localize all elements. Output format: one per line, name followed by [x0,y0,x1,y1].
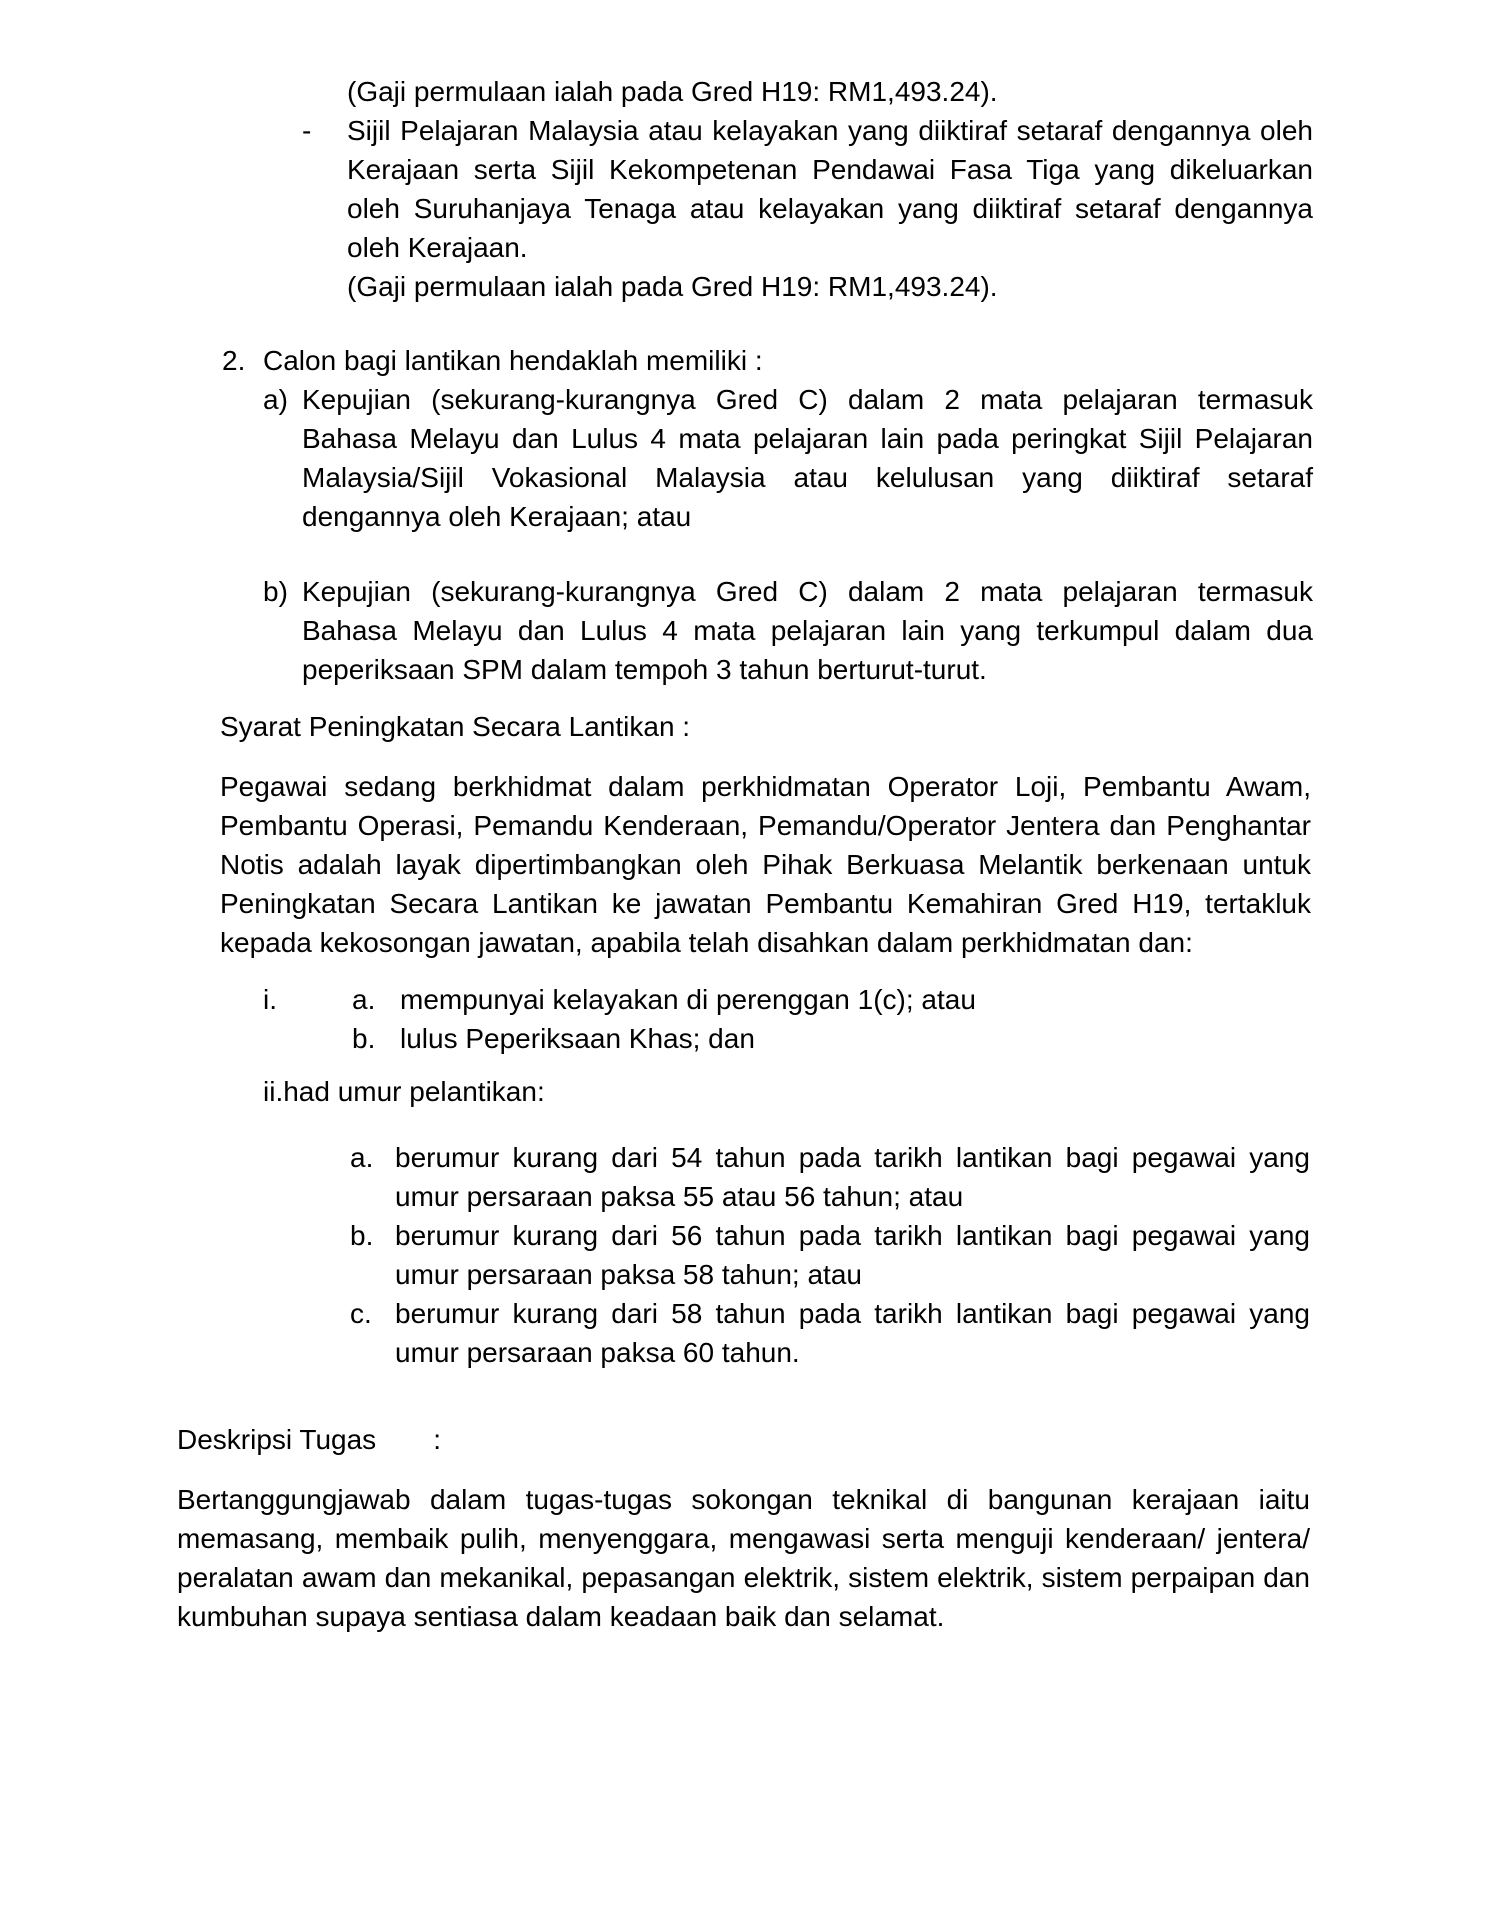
roman-i-marker: i. [263,984,277,1015]
list-item-a [263,380,1313,536]
paragraph-deskripsi: Bertanggungjawab dalam tugas-tugas sokongan teknikal di bangunan kerajaan iaitu memasang, membaik pulih, menyenggara, mengawasi serta menguji kenderaan/ jentera/ peralatan awam dan mekanikal, pepasangan elektrik, sistem elektrik, sistem perpaipan dan kumbuhan supaya sentiasa dalam keadaan baik dan selamat. [177,1484,1310,1632]
section-heading-deskripsi [177,1420,1310,1459]
dash-list-item [302,111,1313,267]
age-item-b-text: berumur kurang dari 56 tahun pada tarikh lantikan bagi pegawai yang umur persaraan paksa 58 tahun; atau [395,1220,1310,1290]
age-item-a-marker: a. [350,1142,374,1173]
list-item-roman-ii: ii.had umur pelantikan: [263,1076,545,1107]
age-item-a [350,1138,1310,1216]
list-item-a-marker: a) [263,384,288,415]
section-heading-syarat: Syarat Peningkatan Secara Lantikan : [220,711,691,742]
list-item-b-marker: b) [263,576,288,607]
list-item-a-text: Kepujian (sekurang-kurangnya Gred C) dalam 2 mata pelajaran termasuk Bahasa Melayu dan Lulus 4 mata pelajaran lain pada peringkat Sijil Pelajaran Malaysia/Sijil Vokasional Malaysia atau kelulusan yang diiktiraf setaraf dengannya oleh Kerajaan; atau [302,384,1313,532]
list-item-b-text: Kepujian (sekurang-kurangnya Gred C) dalam 2 mata pelajaran termasuk Bahasa Melayu dan Lulus 4 mata pelajaran lain yang terkumpul dalam dua peperiksaan SPM dalam tempoh 3 tahun berturut-turut. [302,576,1313,685]
list-item-roman-i [263,980,1313,1058]
numbered-item-2-heading: Calon bagi lantikan hendaklah memiliki : [263,345,763,376]
age-item-a-text: berumur kurang dari 54 tahun pada tarikh lantikan bagi pegawai yang umur persaraan paksa 55 atau 56 tahun; atau [395,1142,1310,1212]
salary-note-top: (Gaji permulaan ialah pada Gred H19: RM1,493.24). [347,76,998,107]
age-limit-list [0,1138,1488,1372]
dash-list-item-text: Sijil Pelajaran Malaysia atau kelayakan yang diiktiraf setaraf dengannya oleh Kerajaan serta Sijil Kekompetenan Pendawai Fasa Tiga yang dikeluarkan oleh Suruhanjaya Tenaga atau kelayakan yang diiktiraf setaraf dengannya oleh Kerajaan. [347,115,1313,263]
paragraph-pegawai: Pegawai sedang berkhidmat dalam perkhidmatan Operator Loji, Pembantu Awam, Pembantu Operasi, Pemandu Kenderaan, Pemandu/Operator Jentera dan Penghantar Notis adalah layak dipertimbangkan oleh Pihak Berkuasa Melantik berkenaan untuk Peningkatan Secara Lantikan ke jawatan Pembantu Kemahiran Gred H19, tertakluk kepada kekosongan jawatan, apabila telah disahkan dalam perkhidmatan dan: [220,771,1311,958]
list-item-i-b-marker: b. [352,1023,376,1054]
deskripsi-label: Deskripsi Tugas [177,1424,377,1455]
list-item-i-b-text: lulus Peperiksaan Khas; dan [400,1023,755,1054]
age-item-c [350,1294,1310,1372]
age-item-b-marker: b. [350,1220,374,1251]
list-item-i-a [352,980,1313,1019]
age-item-c-marker: c. [350,1298,372,1329]
age-item-b [350,1216,1310,1294]
dash-bullet: - [302,115,312,146]
deskripsi-colon: : [433,1424,441,1455]
list-item-i-b [352,1019,1313,1058]
numbered-item-2-marker: 2. [222,345,246,376]
list-item-i-a-text: mempunyai kelayakan di perenggan 1(c); atau [400,984,976,1015]
numbered-item-2 [222,341,1313,380]
salary-note-bottom: (Gaji permulaan ialah pada Gred H19: RM1,493.24). [347,271,998,302]
list-item-i-a-marker: a. [352,984,376,1015]
age-item-c-text: berumur kurang dari 58 tahun pada tarikh lantikan bagi pegawai yang umur persaraan paksa 60 tahun. [395,1298,1310,1368]
list-item-b [263,572,1313,689]
